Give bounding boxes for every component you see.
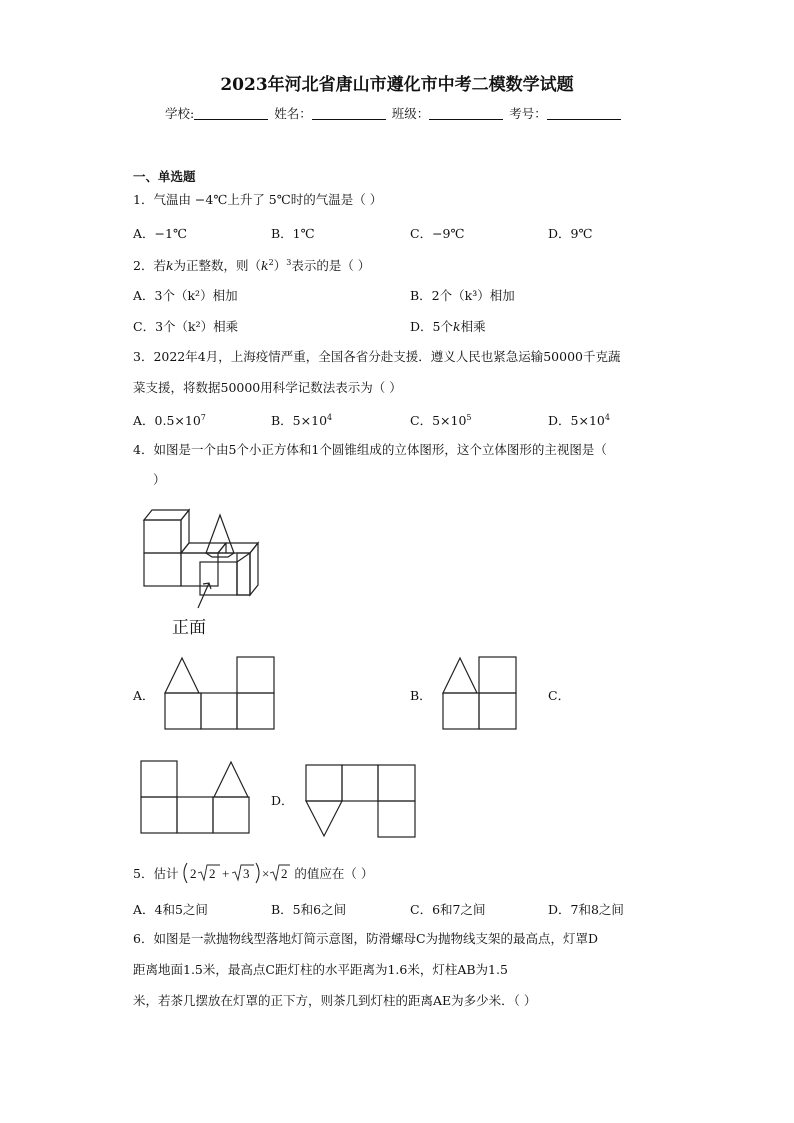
q4-option-b-figure: [442, 656, 518, 730]
cube-side-face: [237, 553, 250, 595]
q5-stem: 5．估计 2 2 + 3 × 2 的值应在（ ）: [133, 862, 373, 884]
number-blank: [547, 107, 621, 120]
name-label: 姓名：: [274, 106, 312, 121]
class-label: 班级：: [391, 106, 430, 121]
svg-text:3: 3: [243, 866, 250, 881]
q1-option-c: C．−9℃: [410, 226, 465, 241]
square-shape: [141, 761, 177, 797]
q2-stem: 2．若k为正整数，则$(k^2)^3$表示的是（ ）: [133, 258, 371, 274]
q4-option-a-figure: [164, 656, 276, 730]
school-blank: [194, 107, 268, 120]
q5-option-c: C．6和7之间: [410, 902, 486, 917]
cube-front-face: [144, 553, 181, 586]
q5-option-a: A．4和5之间: [133, 902, 208, 917]
square-shape: [213, 797, 249, 833]
q3-option-c: C．$5\times 10^5$: [410, 412, 472, 428]
square-shape: [237, 657, 274, 693]
q6-stem-line3: 米，若茶几摆放在灯罩的正下方，则茶几到灯柱的距离AE为多少米．（ ）: [133, 993, 537, 1008]
q4-option-c-label: C．: [548, 688, 571, 703]
q4-option-b-label: B．: [410, 688, 432, 703]
square-shape: [479, 657, 516, 693]
svg-text:+: +: [222, 866, 230, 881]
q4-option-c-figure: [140, 760, 252, 834]
math-expression: [182, 862, 290, 884]
q2-option-b: B．2个（k³）相加: [410, 288, 515, 303]
svg-text:2: 2: [190, 866, 197, 881]
cube-side-face: [237, 553, 250, 595]
q1-stem: 1．气温由 −4℃上升了 5℃时的气温是（ ）: [133, 192, 383, 207]
square-shape: [177, 797, 213, 833]
triangle-shape: [214, 762, 248, 797]
school-label: 学校:: [165, 106, 195, 121]
q3-stem-line1: 3．2022年4月，上海疫情严重，全国各省分赴支援．遵义人民也紧急运输50000千克蔬: [133, 349, 621, 364]
arrow-icon: [195, 580, 215, 610]
square-shape: [479, 693, 516, 729]
cube-side-face: [250, 543, 258, 595]
cube-top-face: [218, 543, 258, 553]
student-info-line: [165, 104, 623, 122]
square-shape: [237, 693, 274, 729]
square-shape: [378, 765, 415, 801]
square-shape: [141, 797, 177, 833]
q2-option-a: A．3个（k²）相加: [133, 288, 238, 303]
front-view-label: 正面: [172, 618, 206, 638]
number-label: 考号：: [509, 106, 547, 121]
cone-body: [206, 515, 234, 553]
square-shape: [342, 765, 378, 801]
q3-option-b: B．$5\times 10^4$: [271, 412, 333, 428]
q6-stem-line1: 6．如图是一款抛物线型落地灯简示意图，防滑螺母C为抛物线支架的最高点，灯罩D: [133, 931, 599, 946]
section-heading: 一、单选题: [133, 169, 196, 184]
square-shape: [443, 693, 479, 729]
q2-option-c: C．3个（k²）相乘: [133, 319, 239, 334]
q2-option-d: D．5个k相乘: [410, 319, 486, 334]
svg-text:×: ×: [262, 866, 270, 881]
q1-option-d: D．9℃: [548, 226, 593, 241]
q4-option-d-label: D．: [271, 793, 294, 808]
svg-text:2: 2: [281, 866, 288, 881]
q6-stem-line2: 距离地面1.5米，最高点C距灯柱的水平距离为1.6米，灯柱AB为1.5: [133, 962, 508, 977]
square-shape: [378, 801, 415, 837]
svg-text:2: 2: [209, 866, 216, 881]
page-title: 2023年河北省唐山市遵化市中考二模数学试题: [220, 75, 574, 95]
q5-option-d: D．7和8之间: [548, 902, 624, 917]
triangle-shape: [165, 658, 199, 693]
square-shape: [201, 693, 237, 729]
q1-option-a: A．−1℃: [133, 226, 187, 241]
triangle-shape: [443, 658, 477, 693]
q4-stem-line2: ）: [153, 472, 166, 487]
q3-option-d: D．$5\times 10^4$: [548, 412, 610, 428]
q5-option-b: B．5和6之间: [271, 902, 347, 917]
square-shape: [306, 765, 342, 801]
cube-front-face: [144, 520, 181, 553]
square-shape: [165, 693, 201, 729]
q3-stem-line2: 菜支援，将数据50000用科学记数法表示为（ ）: [133, 380, 402, 395]
class-blank: [429, 107, 503, 120]
q4-option-a-label: A．: [133, 688, 155, 703]
name-blank: [312, 107, 386, 120]
q4-option-d-figure: [305, 764, 417, 838]
triangle-shape: [306, 801, 342, 836]
q1-option-b: B．1℃: [271, 226, 315, 241]
q4-stem-line1: 4．如图是一个由5个小正方体和1个圆锥组成的立体图形，这个立体图形的主视图是（: [133, 442, 607, 457]
q3-option-a: A．$0.5\times 10^7$: [133, 412, 206, 428]
cube-side-face: [181, 510, 189, 553]
